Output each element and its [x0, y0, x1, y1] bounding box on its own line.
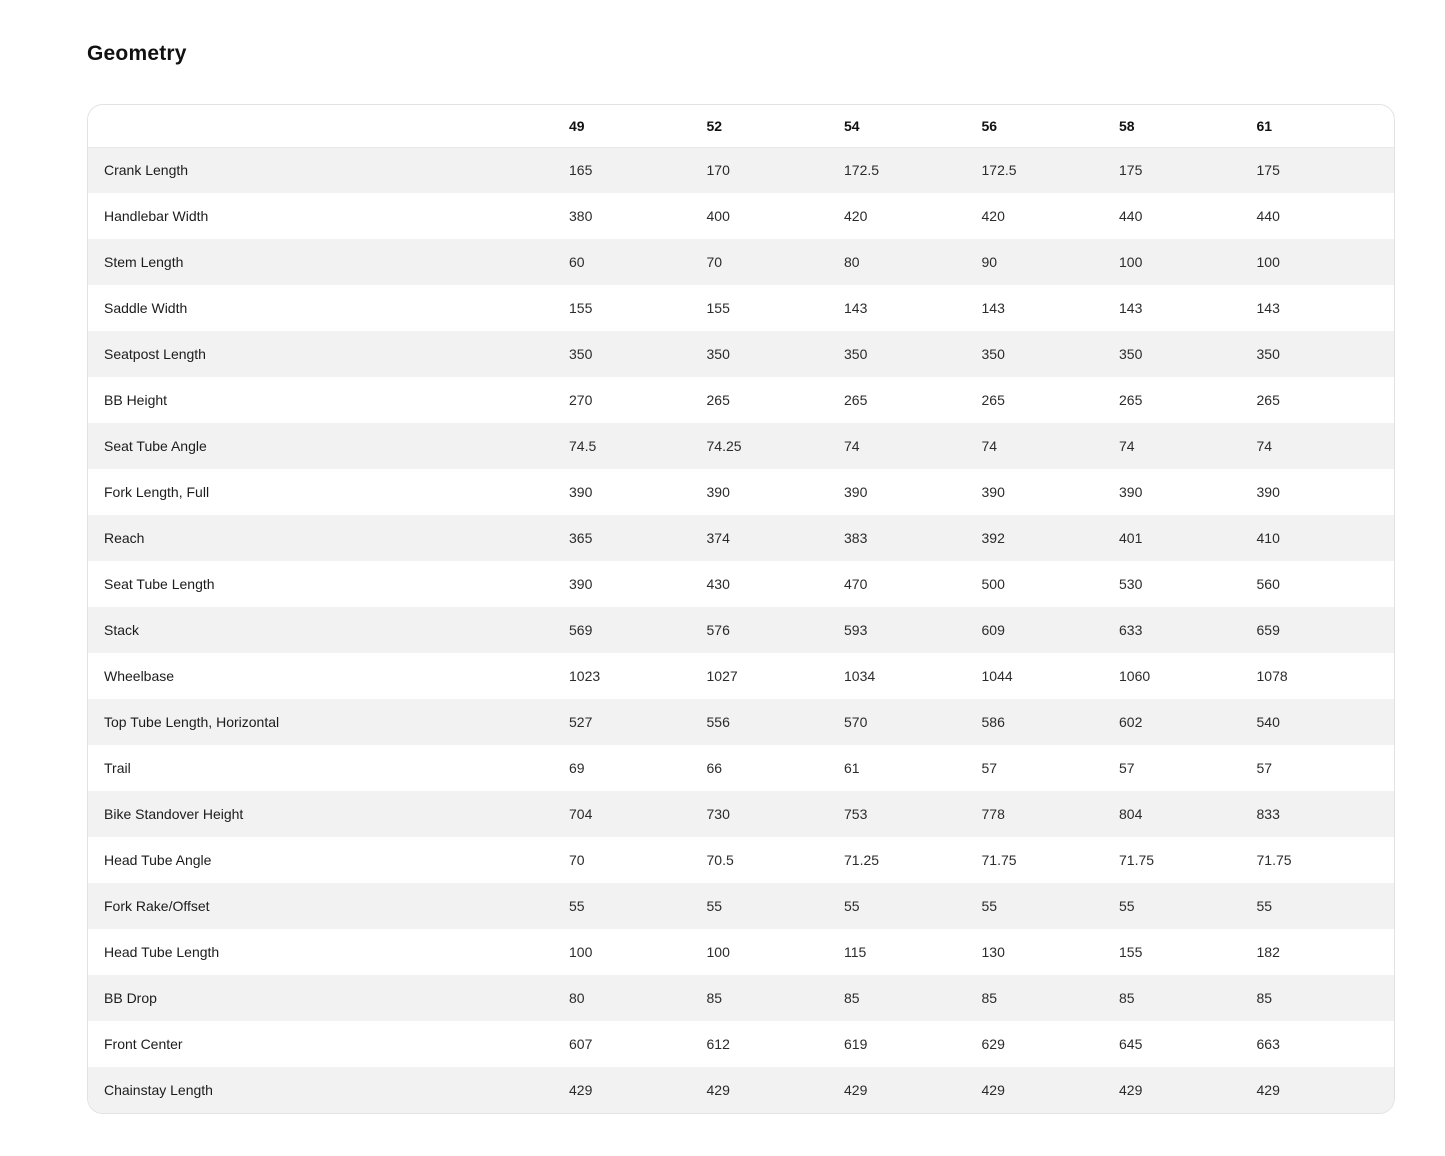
cell-value: 390	[569, 484, 593, 500]
cell-value: 57	[981, 760, 998, 776]
cell-value: 350	[844, 346, 868, 362]
cell-value: 61	[844, 760, 860, 776]
row-label: Fork Rake/Offset	[104, 898, 210, 914]
table-row	[88, 607, 1394, 653]
table-row	[88, 561, 1394, 607]
table-row	[88, 975, 1394, 1021]
cell-value: 143	[1256, 300, 1280, 316]
cell-value: 55	[706, 898, 723, 914]
cell-value: 1034	[844, 668, 876, 684]
table-row	[88, 515, 1394, 561]
cell-value: 74	[981, 438, 998, 454]
table-row	[88, 285, 1394, 331]
cell-value: 556	[706, 714, 730, 730]
cell-value: 71.75	[1119, 852, 1155, 868]
cell-value: 1027	[706, 668, 738, 684]
cell-value: 390	[844, 484, 868, 500]
row-label: Handlebar Width	[104, 208, 209, 224]
cell-value: 143	[1119, 300, 1143, 316]
cell-value: 470	[844, 576, 868, 592]
cell-value: 100	[1256, 254, 1280, 270]
table-row	[88, 929, 1394, 975]
cell-value: 392	[981, 530, 1005, 546]
cell-value: 365	[569, 530, 593, 546]
cell-value: 66	[706, 760, 723, 776]
row-label: Wheelbase	[104, 668, 175, 684]
cell-value: 170	[706, 162, 730, 179]
row-label: Fork Length, Full	[104, 484, 210, 500]
cell-value: 155	[569, 300, 593, 316]
row-label: Saddle Width	[104, 300, 188, 316]
cell-value: 390	[1256, 484, 1280, 500]
cell-value: 130	[981, 944, 1005, 960]
cell-value: 429	[844, 1082, 868, 1098]
cell-value: 265	[844, 392, 868, 408]
cell-value: 560	[1256, 576, 1280, 592]
cell-value: 430	[706, 576, 730, 592]
cell-value: 85	[1119, 990, 1135, 1006]
cell-value: 602	[1119, 714, 1143, 730]
geometry-card	[87, 104, 1395, 1114]
row-label: Seat Tube Angle	[104, 438, 207, 454]
cell-value: 175	[1119, 162, 1143, 179]
cell-value: 1023	[569, 668, 601, 684]
row-label: Bike Standover Height	[104, 806, 244, 822]
column-header-size: 49	[569, 105, 707, 147]
table-row	[88, 147, 1394, 193]
cell-value: 612	[706, 1036, 730, 1052]
cell-value: 182	[1256, 944, 1280, 960]
cell-value: 350	[1119, 346, 1143, 362]
cell-value: 60	[569, 254, 585, 270]
cell-value: 55	[844, 898, 860, 914]
cell-value: 1060	[1119, 668, 1151, 684]
cell-value: 704	[569, 806, 593, 822]
cell-value: 429	[569, 1082, 593, 1098]
table-row	[88, 745, 1394, 791]
cell-value: 155	[706, 300, 730, 316]
column-header-size: 58	[1119, 105, 1257, 147]
row-label: Seatpost Length	[104, 346, 206, 362]
row-label: Top Tube Length, Horizontal	[104, 714, 280, 730]
cell-value: 74	[1119, 438, 1135, 454]
cell-value: 55	[981, 898, 998, 914]
row-label: BB Height	[104, 392, 168, 408]
page-title: Geometry	[87, 42, 187, 65]
cell-value: 609	[981, 622, 1005, 638]
cell-value: 70.5	[706, 852, 734, 868]
cell-value: 593	[844, 622, 868, 638]
cell-value: 350	[981, 346, 1005, 362]
cell-value: 265	[981, 392, 1005, 408]
cell-value: 730	[706, 806, 730, 822]
row-label: BB Drop	[104, 990, 157, 1006]
cell-value: 100	[569, 944, 593, 960]
cell-value: 85	[981, 990, 998, 1006]
table-row	[88, 469, 1394, 515]
row-label: Crank Length	[104, 162, 189, 179]
cell-value: 420	[844, 208, 868, 224]
cell-value: 380	[569, 208, 593, 224]
cell-value: 753	[844, 806, 868, 822]
cell-value: 55	[1119, 898, 1135, 914]
cell-value: 400	[706, 208, 730, 224]
cell-value: 80	[569, 990, 585, 1006]
column-header-size: 54	[844, 105, 982, 147]
cell-value: 85	[706, 990, 723, 1006]
table-body	[88, 147, 1394, 1113]
cell-value: 100	[1119, 254, 1143, 270]
cell-value: 265	[706, 392, 730, 408]
cell-value: 383	[844, 530, 868, 546]
cell-value: 429	[1119, 1082, 1143, 1098]
cell-value: 80	[844, 254, 860, 270]
column-header-size: 56	[982, 105, 1120, 147]
cell-value: 390	[569, 576, 593, 592]
cell-value: 390	[706, 484, 730, 500]
header-empty-cell	[88, 105, 569, 147]
cell-value: 500	[981, 576, 1005, 592]
row-label: Stack	[104, 622, 140, 638]
table-row	[88, 239, 1394, 285]
cell-value: 401	[1119, 530, 1143, 546]
cell-value: 265	[1119, 392, 1143, 408]
cell-value: 390	[981, 484, 1005, 500]
cell-value: 1044	[981, 668, 1013, 684]
cell-value: 804	[1119, 806, 1143, 822]
cell-value: 71.75	[981, 852, 1017, 868]
cell-value: 607	[569, 1036, 593, 1052]
table-row	[88, 653, 1394, 699]
cell-value: 69	[569, 760, 585, 776]
cell-value: 1078	[1256, 668, 1288, 684]
cell-value: 633	[1119, 622, 1143, 638]
cell-value: 85	[844, 990, 860, 1006]
cell-value: 143	[981, 300, 1005, 316]
cell-value: 165	[569, 162, 593, 179]
cell-value: 527	[569, 714, 593, 730]
cell-value: 71.25	[844, 852, 880, 868]
cell-value: 420	[981, 208, 1005, 224]
cell-value: 663	[1256, 1036, 1280, 1052]
cell-value: 576	[706, 622, 730, 638]
row-label: Front Center	[104, 1036, 183, 1052]
table-row	[88, 377, 1394, 423]
cell-value: 85	[1256, 990, 1273, 1006]
cell-value: 374	[706, 530, 730, 546]
row-label: Reach	[104, 530, 145, 546]
cell-value: 410	[1256, 530, 1280, 546]
cell-value: 569	[569, 622, 593, 638]
cell-value: 57	[1119, 760, 1135, 776]
cell-value: 90	[981, 254, 998, 270]
cell-value: 570	[844, 714, 868, 730]
table-row	[88, 193, 1394, 239]
cell-value: 143	[844, 300, 868, 316]
row-label: Head Tube Length	[104, 944, 220, 960]
cell-value: 74.25	[706, 438, 742, 454]
cell-value: 530	[1119, 576, 1143, 592]
table-row	[88, 331, 1394, 377]
cell-value: 175	[1256, 162, 1280, 179]
cell-value: 70	[706, 254, 723, 270]
column-header-size: 61	[1257, 105, 1395, 147]
row-label: Head Tube Angle	[104, 852, 212, 868]
cell-value: 586	[981, 714, 1005, 730]
cell-value: 57	[1256, 760, 1273, 776]
cell-value: 55	[1256, 898, 1273, 914]
row-label: Stem Length	[104, 254, 184, 270]
cell-value: 172.5	[981, 162, 1017, 179]
cell-value: 100	[706, 944, 730, 960]
table-row	[88, 1021, 1394, 1067]
cell-value: 350	[1256, 346, 1280, 362]
cell-value: 350	[569, 346, 593, 362]
cell-value: 265	[1256, 392, 1280, 408]
cell-value: 778	[981, 806, 1005, 822]
cell-value: 55	[569, 898, 585, 914]
cell-value: 71.75	[1256, 852, 1292, 868]
table-row	[88, 1067, 1394, 1113]
column-header-size: 52	[707, 105, 845, 147]
geometry-table	[88, 105, 1394, 1113]
cell-value: 74	[844, 438, 860, 454]
cell-value: 172.5	[844, 162, 880, 179]
cell-value: 115	[844, 944, 867, 960]
cell-value: 629	[981, 1036, 1005, 1052]
cell-value: 155	[1119, 944, 1143, 960]
cell-value: 390	[1119, 484, 1143, 500]
cell-value: 833	[1256, 806, 1280, 822]
cell-value: 74	[1256, 438, 1273, 454]
cell-value: 270	[569, 392, 593, 408]
table-row	[88, 699, 1394, 745]
table-row	[88, 423, 1394, 469]
cell-value: 74.5	[569, 438, 597, 454]
cell-value: 429	[1256, 1082, 1280, 1098]
cell-value: 645	[1119, 1036, 1143, 1052]
table-row	[88, 837, 1394, 883]
row-label: Chainstay Length	[104, 1082, 213, 1098]
cell-value: 440	[1119, 208, 1143, 224]
row-label: Trail	[104, 760, 131, 776]
cell-value: 429	[706, 1082, 730, 1098]
cell-value: 70	[569, 852, 585, 868]
table-row	[88, 883, 1394, 929]
cell-value: 350	[706, 346, 730, 362]
cell-value: 429	[981, 1082, 1005, 1098]
cell-value: 440	[1256, 208, 1280, 224]
table-row	[88, 791, 1394, 837]
row-label: Seat Tube Length	[104, 576, 215, 592]
cell-value: 619	[844, 1036, 868, 1052]
cell-value: 659	[1256, 622, 1280, 638]
cell-value: 540	[1256, 714, 1280, 730]
header-row	[88, 105, 1394, 147]
